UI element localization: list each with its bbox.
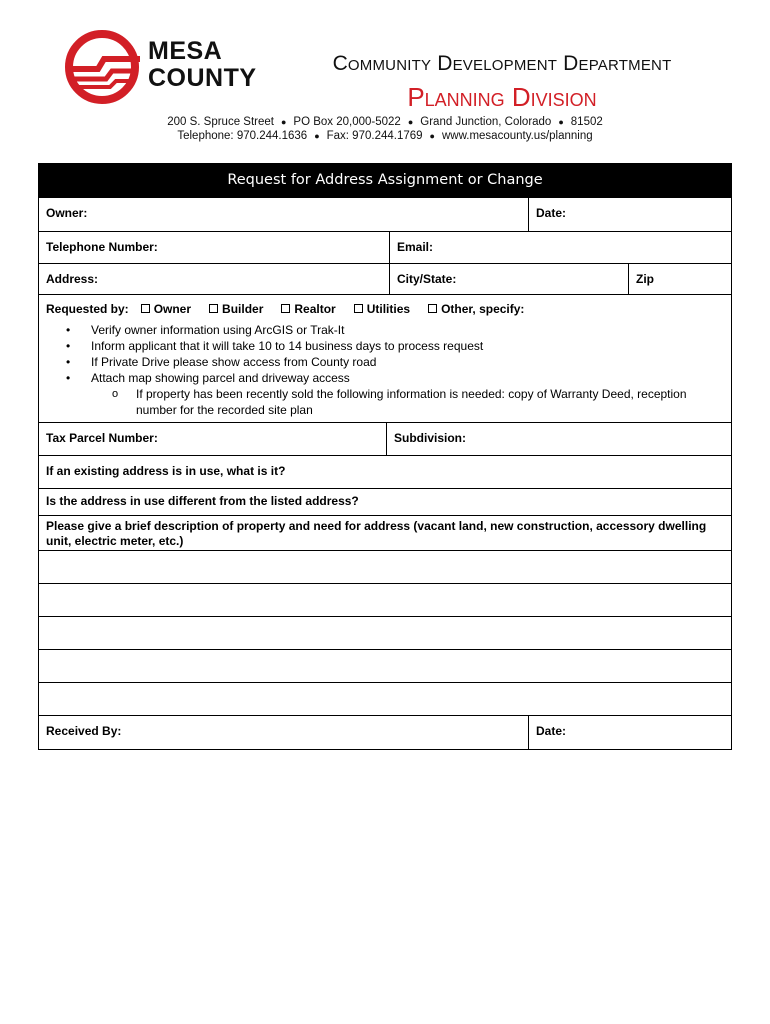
instruction-item: • Verify owner information using ArcGIS or Trak-It	[64, 322, 721, 338]
instruction-item: • Inform applicant that it will take 10 to 14 business days to process request	[64, 338, 721, 354]
city-state-label: City/State:	[397, 272, 457, 286]
email-field[interactable]	[389, 232, 731, 263]
instruction-item: • If Private Drive please show access from County road	[64, 354, 721, 370]
zip-field[interactable]	[628, 264, 731, 294]
description-line-2[interactable]	[39, 583, 731, 616]
option-other[interactable]	[428, 302, 524, 316]
description-line-5[interactable]	[39, 682, 731, 715]
street-address: 200 S. Spruce Street	[167, 116, 274, 128]
owner-field[interactable]	[39, 198, 528, 231]
received-by-field[interactable]	[39, 716, 528, 749]
other-checkbox[interactable]	[428, 304, 437, 313]
form-title: Request for Address Assignment or Change	[39, 164, 731, 197]
parcel-row	[39, 422, 731, 455]
zip-label: Zip	[636, 272, 654, 286]
received-date-label: Date:	[536, 724, 567, 738]
owner-label: Owner:	[46, 206, 88, 220]
received-by-label: Received By:	[46, 724, 122, 738]
fax-text: Fax: 970.244.1769	[326, 130, 423, 142]
builder-option-label: Builder	[222, 301, 264, 316]
address-line-2: Telephone: 970.244.1636 ● Fax: 970.244.1769 ● www.mesacounty.us/planning	[177, 130, 593, 142]
po-box: PO Box 20,000-5022	[293, 116, 401, 128]
existing-address-row[interactable]	[39, 455, 731, 488]
zip-code: 81502	[570, 116, 603, 128]
logo-word-county: COUNTY	[148, 64, 257, 92]
realtor-option-label: Realtor	[294, 301, 336, 316]
different-address-label: Is the address in use different from the listed address?	[46, 494, 359, 508]
date-label: Date:	[536, 206, 567, 220]
instruction-list	[39, 322, 731, 422]
builder-checkbox[interactable]	[209, 304, 218, 313]
other-option-label: Other, specify:	[441, 301, 525, 316]
owner-row	[39, 197, 731, 231]
realtor-checkbox[interactable]	[281, 304, 290, 313]
website-link[interactable]: www.mesacounty.us/planning	[441, 130, 593, 142]
department-title: Community Development Department	[332, 52, 672, 75]
option-builder[interactable]	[209, 302, 263, 316]
description-header-row	[39, 515, 731, 550]
address-row	[39, 263, 731, 294]
different-address-row[interactable]	[39, 488, 731, 515]
instruction-item: • Attach map showing parcel and driveway access	[64, 370, 721, 386]
subdivision-label: Subdivision:	[394, 431, 466, 445]
option-utilities[interactable]	[354, 302, 410, 316]
tax-parcel-field[interactable]	[39, 423, 386, 455]
owner-checkbox[interactable]	[141, 304, 150, 313]
option-realtor[interactable]	[281, 302, 335, 316]
email-label: Email:	[397, 240, 434, 254]
telephone-label: Telephone Number:	[46, 240, 158, 254]
contact-row	[39, 231, 731, 263]
subdivision-field[interactable]	[386, 423, 731, 455]
division-title: Planning Division	[407, 82, 597, 112]
telephone-text: Telephone: 970.244.1636	[177, 130, 308, 142]
owner-option-label: Owner	[153, 301, 192, 316]
logo-word-mesa: MESA	[148, 37, 223, 65]
description-label: Please give a brief description of property and need for address (vacant land, new construction, accessory dwelling unit, electric meter, etc.)	[46, 519, 707, 548]
tax-parcel-label: Tax Parcel Number:	[46, 431, 158, 445]
address-field[interactable]	[39, 264, 389, 294]
address-request-form	[38, 163, 732, 750]
option-owner[interactable]	[141, 302, 191, 316]
description-line-1[interactable]	[39, 550, 731, 583]
received-row	[39, 715, 731, 749]
mesa-county-logo	[64, 29, 264, 105]
city-state: Grand Junction, Colorado	[420, 116, 552, 128]
description-line-4[interactable]	[39, 649, 731, 682]
date-field[interactable]	[528, 198, 731, 231]
telephone-field[interactable]	[39, 232, 389, 263]
address-label: Address:	[46, 272, 99, 286]
received-date-field[interactable]	[528, 716, 731, 749]
existing-address-label: If an existing address is in use, what is it?	[46, 464, 286, 478]
utilities-option-label: Utilities	[366, 301, 411, 316]
mesa-county-emblem-icon	[64, 29, 146, 105]
city-state-field[interactable]	[389, 264, 628, 294]
description-line-3[interactable]	[39, 616, 731, 649]
sub-instruction-item: o If property has been recently sold the following information is needed: copy of Warranty Deed, reception number for the recorded site plan	[64, 386, 721, 418]
utilities-checkbox[interactable]	[354, 304, 363, 313]
address-line-1: 200 S. Spruce Street ● PO Box 20,000-5022 ● Grand Junction, Colorado ● 81502	[167, 116, 603, 128]
requested-by-row	[39, 294, 731, 322]
requested-by-label: Requested by:	[46, 301, 129, 316]
